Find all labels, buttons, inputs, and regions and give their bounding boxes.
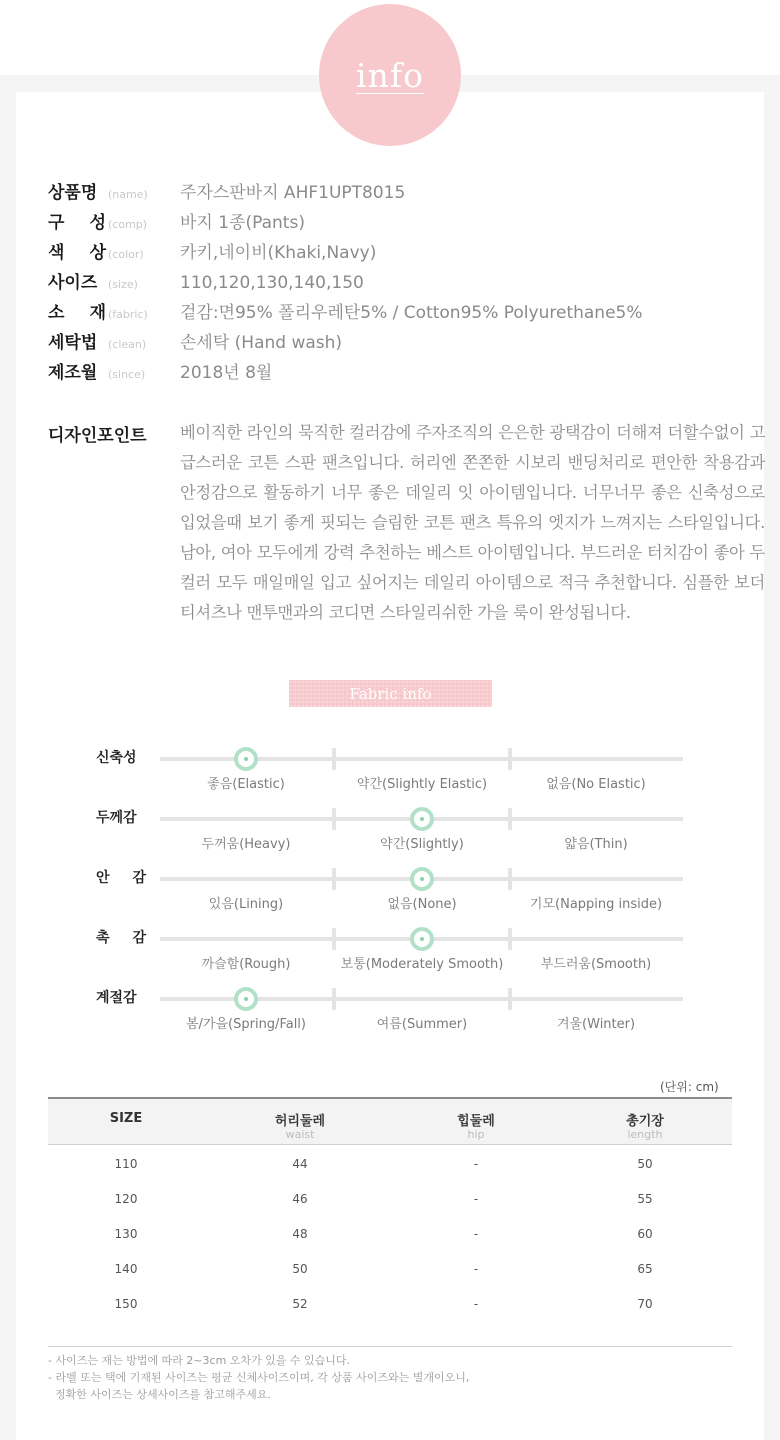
fabric-scale-option: 약간(Slightly) (380, 837, 464, 852)
spec-sublabel: (size) (108, 278, 138, 291)
fabric-scale-tick (332, 988, 336, 1010)
fabric-scale-option: 여름(Summer) (376, 1017, 468, 1032)
info-badge-label: info (356, 55, 424, 95)
size-table-cell: 120 (114, 1192, 138, 1206)
spec-label-char: 구 (48, 213, 65, 233)
spec-label (48, 208, 106, 233)
spec-label (48, 298, 106, 323)
fabric-scale-label: 계절감 (96, 990, 137, 1006)
spec-label-char: 성 (89, 213, 106, 233)
spec-sublabel: (clean) (108, 338, 147, 351)
fabric-scale-tick (332, 808, 336, 830)
size-note-line: - 라벨 또는 택에 기재된 사이즈는 평균 신체사이즈이며, 각 상품 사이즈와는 별개이오니, (48, 1371, 470, 1384)
fabric-scale-option: 좋음(Elastic) (207, 777, 285, 792)
design-point-label: 디자인포인트 (48, 426, 147, 446)
fabric-scale-label-char: 안 (96, 870, 110, 886)
size-table-cell: - (473, 1262, 479, 1276)
spec-value: 카키,네이비(Khaki,Navy) (180, 243, 377, 263)
fabric-scale-indicator (234, 747, 258, 771)
spec-row (48, 328, 342, 358)
size-table-header-label: 총기장 (626, 1114, 664, 1129)
size-table-cell: 50 (292, 1262, 308, 1276)
spec-value: 2018년 8월 (180, 363, 273, 383)
fabric-info-title: Fabric info (349, 684, 432, 703)
fabric-scale-label-char: 감 (132, 870, 146, 886)
spec-row (48, 358, 272, 388)
spec-label: 제조월 (48, 363, 98, 383)
fabric-scale-track (160, 937, 683, 941)
fabric-scale-option: 얇음(Thin) (564, 837, 628, 852)
fabric-scale-track (160, 757, 683, 761)
spec-sublabel: (fabric) (108, 308, 148, 321)
size-note-line: 정확한 사이즈는 상세사이즈를 참고해주세요. (48, 1388, 271, 1401)
spec-row (48, 268, 364, 298)
fabric-scale-track (160, 877, 683, 881)
fabric-scale-tick (332, 868, 336, 890)
spec-row (48, 178, 405, 208)
size-table-cell: 130 (114, 1227, 138, 1241)
spec-value: 손세탁 (Hand wash) (180, 333, 343, 353)
fabric-scale-tick (508, 928, 512, 950)
info-badge (319, 4, 461, 146)
fabric-scale-label: 신축성 (96, 750, 137, 766)
fabric-scale-label: 두께감 (96, 810, 137, 826)
fabric-scale-option: 겨울(Winter) (556, 1017, 636, 1032)
spec-label-char: 소 (48, 303, 65, 323)
size-table-cell: 48 (292, 1227, 308, 1241)
fabric-scale-tick (508, 868, 512, 890)
size-table-cell: 150 (114, 1297, 138, 1311)
fabric-scale-label-char: 촉 (96, 930, 110, 946)
size-table-cell: 44 (292, 1157, 308, 1171)
fabric-scale-tick (508, 988, 512, 1010)
size-table-cell: - (473, 1192, 479, 1206)
fabric-scale-label (96, 867, 146, 887)
spec-label: 사이즈 (48, 273, 98, 293)
fabric-scale-option: 있음(Lining) (208, 897, 284, 912)
spec-sublabel: (color) (108, 248, 144, 261)
fabric-scale-option: 없음(No Elastic) (546, 777, 646, 792)
size-table-header-cell (565, 1110, 725, 1141)
size-table-cell: - (473, 1157, 479, 1171)
fabric-scale-tick (332, 748, 336, 770)
fabric-scale-label-char: 감 (132, 930, 146, 946)
spec-label (48, 238, 106, 263)
spec-label-char: 재 (89, 303, 106, 323)
fabric-scale-tick (332, 928, 336, 950)
size-table-header-label: 허리둘레 (274, 1114, 326, 1129)
fabric-scale-option: 보통(Moderately Smooth) (340, 957, 504, 972)
fabric-scale-option: 까슬함(Rough) (201, 957, 291, 972)
spec-label-char: 색 (48, 243, 65, 263)
fabric-scale (0, 990, 780, 1057)
size-note-line: - 사이즈는 재는 방법에 따라 2~3cm 오차가 있을 수 있습니다. (48, 1354, 351, 1367)
spec-row (48, 298, 643, 328)
spec-label-char: 상 (89, 243, 106, 263)
fabric-scale-indicator (410, 927, 434, 951)
fabric-scale-option: 기모(Napping inside) (529, 897, 663, 912)
fabric-scale-track (160, 817, 683, 821)
spec-label: 세탁법 (48, 333, 98, 353)
spec-sublabel: (since) (108, 368, 146, 381)
size-table-cell: 65 (637, 1262, 653, 1276)
fabric-scale-option: 부드러움(Smooth) (540, 957, 652, 972)
fabric-scale-indicator (410, 867, 434, 891)
fabric-scale-indicator (410, 807, 434, 831)
size-table-cell: 140 (114, 1262, 138, 1276)
fabric-scale-option: 두꺼움(Heavy) (201, 837, 291, 852)
size-table-cell: 50 (637, 1157, 653, 1171)
fabric-scale-tick (508, 748, 512, 770)
size-table-cell: 55 (637, 1192, 653, 1206)
size-table-header-label: 힙둘레 (457, 1114, 495, 1129)
size-table-cell: 60 (637, 1227, 653, 1241)
spec-label: 상품명 (48, 183, 98, 203)
size-table-header-sublabel: waist (285, 1128, 315, 1141)
spec-value: 주자스판바지 AHF1UPT8015 (180, 183, 406, 203)
fabric-scale-option: 없음(None) (387, 897, 457, 912)
table-header-rule (48, 1144, 732, 1145)
fabric-info-banner (289, 680, 492, 707)
size-table-cell: 52 (292, 1297, 308, 1311)
size-table-cell: - (473, 1227, 479, 1241)
spec-row (48, 238, 376, 268)
size-table-header-sublabel: length (627, 1128, 663, 1141)
size-table-cell: - (473, 1297, 479, 1311)
fabric-scale-option: 봄/가을(Spring/Fall) (185, 1017, 306, 1032)
spec-sublabel: (name) (108, 188, 148, 201)
size-unit: (단위: cm) (660, 1080, 719, 1094)
size-notes (48, 1352, 748, 1403)
size-table-header-cell (396, 1110, 556, 1141)
size-table-cell: 110 (114, 1157, 138, 1171)
spec-value: 110,120,130,140,150 (180, 273, 364, 293)
size-table-cell: 46 (292, 1192, 308, 1206)
size-table-header-cell (46, 1111, 206, 1126)
spec-value: 겉감:면95% 폴리우레탄5% / Cotton95% Polyurethane5% (180, 303, 643, 323)
table-bottom-rule (48, 1346, 732, 1347)
size-table-cell: 70 (637, 1297, 653, 1311)
spec-row (48, 208, 305, 238)
fabric-scale-track (160, 997, 683, 1001)
size-table-header-cell (220, 1110, 380, 1141)
fabric-scale-indicator (234, 987, 258, 1011)
spec-value: 바지 1종(Pants) (180, 213, 305, 233)
spec-sublabel: (comp) (108, 218, 148, 231)
fabric-scale-label (96, 927, 146, 947)
fabric-scale-option: 약간(Slightly Elastic) (356, 777, 488, 792)
design-point-text: 베이직한 라인의 묵직한 컬러감에 주자조직의 은은한 광택감이 더해져 더할수없이 고급스러운 코튼 스판 팬츠입니다. 허리엔 쫀쫀한 시보리 밴딩처리로 편안한 착용감과 안정감으로 활동하기 너무 좋은 데일리 잇 아이템입니다. 너무너무 좋은 신축성으로 입었을때 보기 좋게 핏되는 슬림한 코튼 팬츠 특유의 엣지가 느껴지는 스타일입니다. 남아, 여아 모두에게 강력 추천하는 베스트 아이템입니다. 부드러운 터치감이 좋아 두컬러 모두 매일매일 입고 싶어지는 데일리 아이템으로 적극 추천합니다. 심플한 보더티셔츠나 맨투맨과의 코디면 스타일리쉬한 가을 룩이 완성됩니다. (180, 423, 765, 622)
fabric-scale-tick (508, 808, 512, 830)
size-table-header-sublabel: hip (467, 1128, 485, 1141)
size-table-header-label: SIZE (109, 1111, 143, 1126)
